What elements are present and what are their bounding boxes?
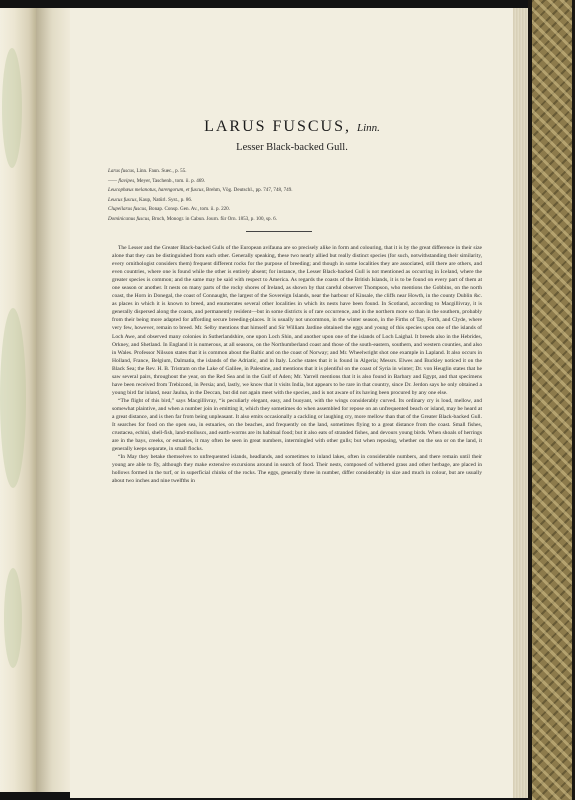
marbled-cover xyxy=(528,0,575,800)
synonymy-list xyxy=(108,167,468,225)
synonym-reference: Brehm, Vög. Deutschl., pp. 747, 748, 749. xyxy=(206,187,293,194)
paragraph: “The flight of this bird,” says Macgillivray, “is peculiarly elegant, easy, and buoyant, with the wings considerably curved. Its ordinary cry is loud, mellow, and somewhat plaintive, and when a number join in emitting it, which they sometimes do when assembled for repose on an unfrequented beach or island, may be heard at a great distance, and is then far from being unpleasant. It also emits occasionally a cackling or laughing cry, more mellow than that of the Greater Black-backed Gull. It searches for food on the open sea, in estuaries, on the beaches, and frequently on the land, sometimes flying to a great distance from the coast. Small fishes, crustacea, echini, shell-fish, land-molluscs, and earth-worms are its habitual food; but it also eats of stranded fishes, and devours young birds. When shoals of herrings are in the bays, creeks, or estuaries, it may often be seen in great numbers, intermingled with other gulls; but when reposing, whether on the sea or on the land, it generally keeps separate, in small flocks. xyxy=(112,397,482,453)
paragraph: The Lesser and the Greater Black-backed Gulls of the European avifauna are so precisely alike in form and colouring, that it is by the great difference in their size alone that they can be distinguished from each other. Generally speaking, these two nearly allied but really distinct species (for such, notwithstanding their similarity, every ornithologist considers them) frequent different rocks for the purpose of breeding; and though in some localities they are associated, still there are others, and even countries, where one is found while the other is entirely absent; for instance, the Lesser Black-backed Gull is not mentioned as occurring in Iceland, where the greater species is common; and the same may be said with respect to America. As regards the coasts of the British Islands, it is to be found on every part of them at one season or another. It nests on many parts of the rocky shores of Ireland, as shown by that careful observer Thompson, who mentions the Gobbins, on the north coast, the Horn in Donegal, the coast of Connaught, the largest of the Sovereign Islands, near the harbour of Kinsale, the cliffs near Howth, in the county Dublin &c. as places in which it is known to breed, and enumerates several other localities in which its nests have been found. In Scotland, according to Macgillivray, it is generally dispersed along the coasts, and permanently resident—but in some districts is of rare occurrence, and in the northern more so than in the southern, probably from their being more adapted for affording secure breeding-places. It is usually not uncommon, in the winter season, in the Firths of Tay, Forth, and Clyde, where very few, however, remain to breed. Mr. Selby mentions that himself and Sir William Jardine obtained the eggs and young of this species upon one of the islands of Loch Awe, and observed many colonies in Sutherlandshire, one upon Loch Shin, and another upon one of the islands of Loch Laighal. It breeds also in the Hebrides, Orkney, and Shetland. In England it is numerous, at all seasons, on the Northumberland coast and those of the south-eastern, southern, and western counties, and also in Wales. Professor Nilsson states that it is common about the Baltic and on the coast of Norway; and Mr. Wheelwright shot one example in Lapland. It also occurs in Holland, France, Belgium, Dalmatia, the islands of the Adriatic, and in Italy. Loche states that it is found in Algeria; Messrs. Elwes and Buckley noticed it on the Black Sea; the Rev. H. B. Tristram on the Lake of Galilee, in Palestine, and mentions that it is plentiful on the coast of Syria in winter; Dr. von Heuglin states that he saw several pairs, throughout the year, on the Red Sea and in the Gulf of Aden; Mr. Yarrell mentions that it is also found in Barbary and Egypt, and that specimens have been received from Trebizond, in Persia; and, lastly, we know that it visits India, but appears to be rare in that country, since Dr. Jerdon says he only obtained a young bird far inland, near Jaulna, in the Deccan, but did not again meet with the species, and is not aware of its having been procured by any one else. xyxy=(112,245,482,396)
species-name: LARUS FUSCUS, xyxy=(204,118,351,135)
synonym-entry xyxy=(108,205,468,215)
synonym-entry xyxy=(108,186,468,196)
divider-rule xyxy=(246,231,312,232)
body-text xyxy=(112,244,482,485)
synonym-reference: Kaup, Natürl. Syst., p. 86. xyxy=(139,196,193,203)
left-page xyxy=(0,8,36,792)
synonym-name: Leucophæus melanotus, harengorum, et fuscus, xyxy=(108,187,205,194)
synonym-name: Dominicanus fuscus, xyxy=(108,215,151,222)
synonym-name: Leucus fuscus, xyxy=(108,196,138,203)
synonym-name: Clupeilarus fuscus, xyxy=(108,206,148,213)
synonym-reference: Bruch, Monogr. in Cabun. Journ. für Orn. 1853, p. 100, sp. 6. xyxy=(151,215,277,222)
synonym-entry xyxy=(108,215,468,225)
synonym-reference: Meyer, Taschenb., tom. ii. p. 469. xyxy=(136,177,206,184)
species-authority: Linn. xyxy=(357,122,380,134)
synonym-name: —— flavipes, xyxy=(108,177,136,184)
gutter xyxy=(36,8,72,792)
common-name: Lesser Black-backed Gull. xyxy=(236,142,348,153)
species-title xyxy=(70,118,514,136)
page-edges xyxy=(513,8,529,798)
synonym-entry xyxy=(108,196,468,206)
synonym-reference: Linn. Faun. Suec., p. 55. xyxy=(136,168,187,174)
paragraph: “In May they betake themselves to unfrequented islands, headlands, and sometimes to inland lakes, often in considerable numbers, and there remain until their young are able to fly, although they make extensive excursions around in search of food. Their nests, composed of withered grass and other herbage, are placed in hollows formed in the turf, or in superficial chinks of the rocks. The eggs, generally three in number, differ considerably in size and much in colour, but are usually about two inches and nine twelfths in xyxy=(112,454,482,485)
synonym-reference: Bonap. Consp. Gen. Av., tom. ii. p. 220. xyxy=(148,206,230,213)
synonym-entry xyxy=(108,177,468,187)
synonym-name: Larus fuscus, xyxy=(108,168,136,174)
synonym-entry xyxy=(108,167,468,177)
